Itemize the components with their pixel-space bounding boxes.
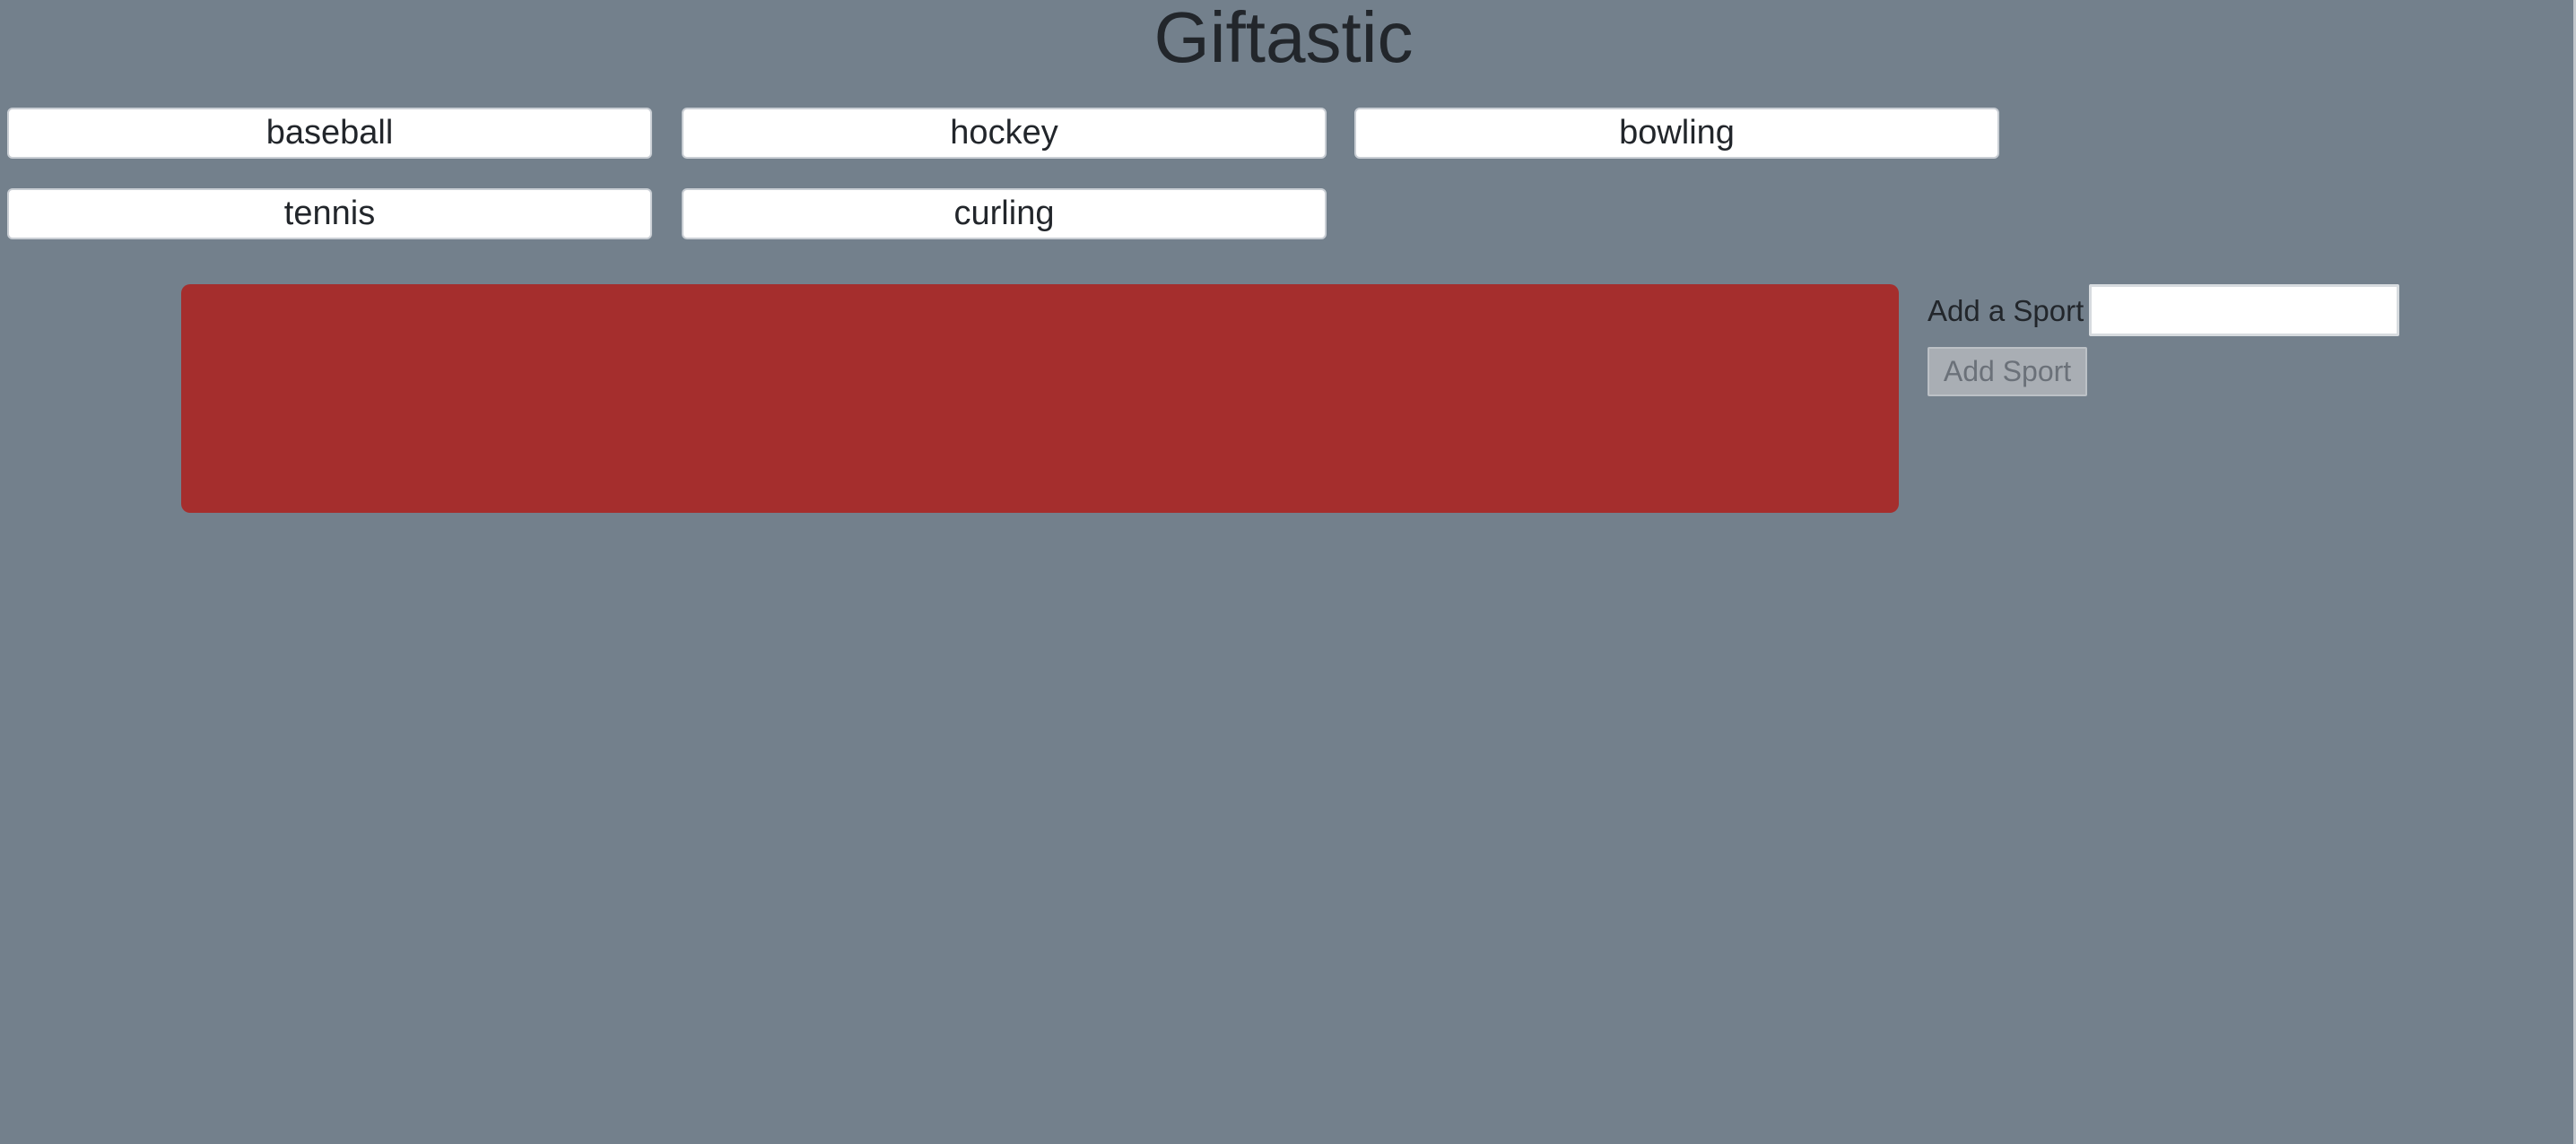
- add-sport-button[interactable]: Add Sport: [1928, 347, 2087, 396]
- sport-button-bowling[interactable]: bowling: [1354, 108, 1999, 159]
- sport-button-baseball[interactable]: baseball: [7, 108, 652, 159]
- page-title: Giftastic: [1153, 0, 1414, 77]
- sport-button-tennis[interactable]: tennis: [7, 188, 652, 239]
- add-sport-input[interactable]: [2089, 284, 2399, 336]
- sport-button-curling[interactable]: curling: [682, 188, 1327, 239]
- sport-button-hockey[interactable]: hockey: [682, 108, 1327, 159]
- gif-results-panel: [181, 284, 1899, 513]
- add-sport-label: Add a Sport: [1928, 294, 2084, 327]
